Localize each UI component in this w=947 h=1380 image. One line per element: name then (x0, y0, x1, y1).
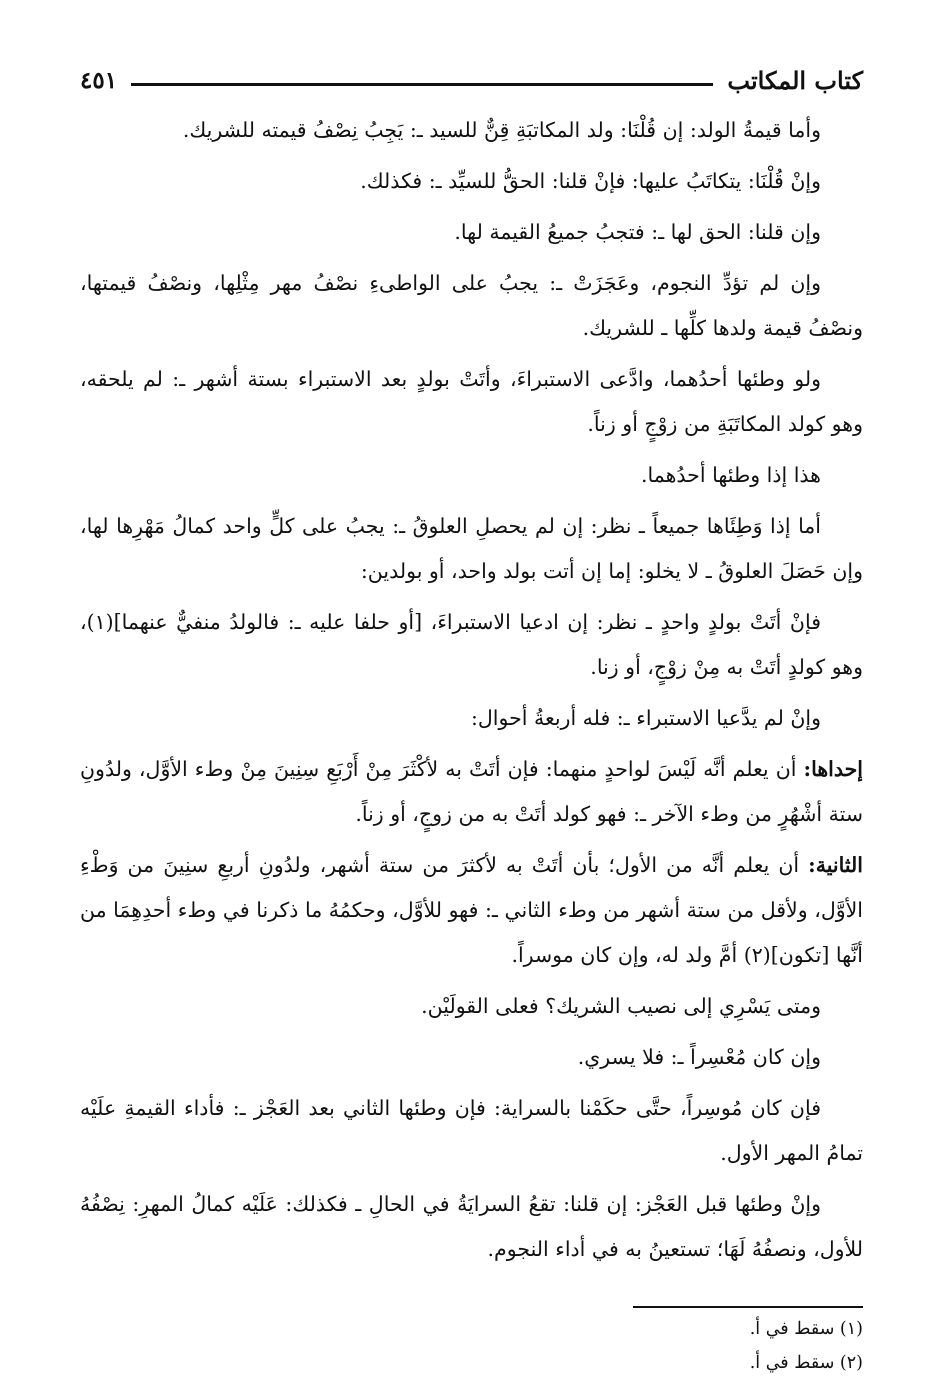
paragraph: وإنْ لم يدَّعيا الاستبراء ـ: فله أربعةُ أحوال: (471, 706, 821, 730)
paragraph: هذا إذا وطئها أحدُهما. (641, 463, 821, 487)
main-text (80, 108, 863, 1272)
paragraph: وإن كان مُعْسِراً ـ: فلا يسري. (577, 1045, 821, 1069)
page-number: ٤٥١ (80, 66, 118, 94)
paragraph: وأما قيمةُ الولد: إن قُلْنَا: ولد المكاتبَةِ قِنٌّ للسيد ـ: يَجِبُ نِصْفُ قيمته للشريك. (182, 118, 821, 142)
paragraph: وإنْ وطئها قبل العَجْز: إن قلنا: تقعُ السرايَةُ في الحالِ ـ فكذلك: عَلَيْه كمالُ المهرِ: نِصْفُهُ للأول، ونصفُهُ لَهَا؛ تستعينُ به في أداء النجوم. (80, 1192, 863, 1261)
paragraph: وإن لم تؤدِّ النجوم، وعَجَزَتْ ـ: يجبُ على الواطىءِ نصْفُ مهر مِثْلِها، ونصْفُ قيمتها، ونصْفُ قيمة ولدها كلِّها ـ للشريك. (80, 271, 863, 340)
running-title: كتاب المكاتب (727, 65, 863, 95)
paragraph: ومتى يَسْرِي إلى نصيب الشريك؟ فعلى القولَيْن. (421, 994, 821, 1018)
paragraph: وإن قلنا: الحق لها ـ: فتجبُ جميعُ القيمة لها. (454, 220, 821, 244)
footnotes (80, 1312, 863, 1380)
paragraph: فإنْ أتَتْ بولدٍ واحدٍ ـ نظر: إن ادعيا الاستبراءَ، [أو حلفا عليه ـ: فالولدُ منفيٌّ عنهما](١)، وهو كولدٍ أتَتْ به مِنْ زوْجٍ، أو زنا. (80, 610, 863, 679)
paragraph: ولو وطئها أحدُهما، وادَّعى الاستبراءَ، وأتَتْ بولدٍ بعد الاستبراء بستة أشهر ـ: لم يلحقه، وهو كولد المكاتَبَةِ من زوْجٍ أو زناً. (80, 367, 863, 436)
footnote: (٢) سقط في أ. (749, 1353, 863, 1373)
paragraph: الثانية: أن يعلم أنَّه من الأول؛ بأن أتَتْ به لأكثرَ من ستة أشهر، ولدُونِ أربعِ سنِينَ من وَطْءِ الأوَّل، ولأقل من ستة أشهر من وطء الثاني ـ: فهو للأوَّل، وحكمُهُ ما ذكرنا في وطء أحدِهِمَا من أنَّها [تكون](٢) أمَّ ولد له، وإن كان موسراً. (80, 853, 863, 967)
page-header (80, 58, 863, 102)
paragraph: أما إذا وَطِئَاها جميعاً ـ نظر: إن لم يحصلِ العلوقُ ـ: يجبُ على كلٍّ واحد كمالُ مَهْرِها لها، وإن حَصَلَ العلوقُ ـ لا يخلو: إما إن أتت بولد واحد، أو بولدين: (80, 514, 863, 583)
paragraph: وإنْ قُلْنَا: يتكاتَبُ عليها: فإنْ قلنا: الحقُّ للسيِّد ـ: فكذلك. (360, 169, 821, 193)
paragraph: إحداها: أن يعلم أنَّه لَيْسَ لواحدٍ منهما: فإن أتَتْ به لأكْثَرَ مِنْ أَرْبَعِ سِنِينَ مِنْ وطء الأوَّل، ولدُونِ ستة أشْهُرٍ من وطء الآخر ـ: فهو كولد أتَتْ به من زوجٍ، أو زناً. (80, 757, 863, 826)
footnote-rule (633, 1306, 863, 1308)
paragraph: فإن كان مُوسِراً، حتَّى حكَمْنا بالسراية: فإن وطئها الثاني بعد العَجْز ـ: فأداء القيمةِ علَيْه تمامُ المهر الأول. (80, 1096, 863, 1165)
header-rule (131, 83, 713, 86)
footnote: (١) سقط في أ. (749, 1319, 863, 1339)
book-page (80, 58, 863, 1380)
